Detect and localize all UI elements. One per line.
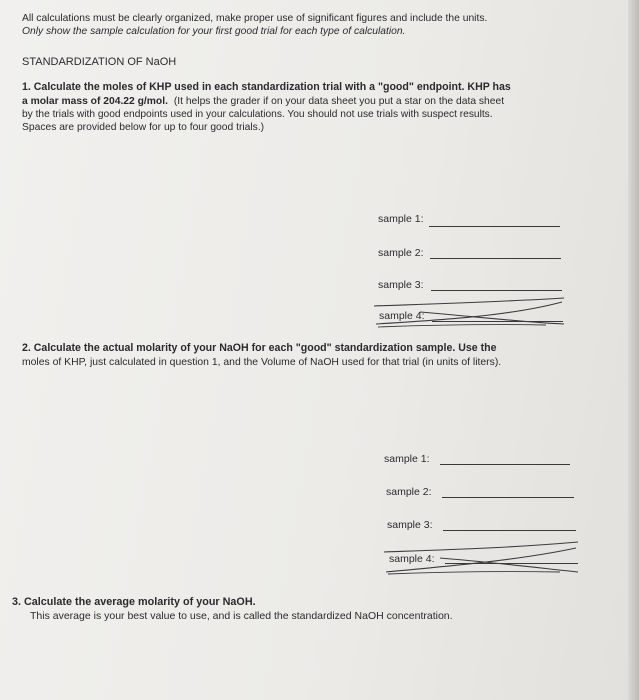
- q1-line-2: [22, 95, 504, 108]
- section-title: STANDARDIZATION OF NaOH: [22, 56, 177, 68]
- q2-sample-4-label: sample 4:: [389, 553, 435, 565]
- q2-sample-1-label: sample 1:: [384, 453, 430, 465]
- q2-sample-4-answer-line[interactable]: [445, 563, 578, 564]
- q3-line-2: This average is your best value to use, and is called the standardized NaOH concentration.: [30, 610, 453, 622]
- q2-sample-2-answer-line[interactable]: [442, 497, 574, 498]
- q2-sample-2-label: sample 2:: [386, 486, 432, 498]
- intro-line-1: All calculations must be clearly organized, make proper use of significant figures and include the units.: [22, 13, 488, 24]
- q2-line-1: 2. Calculate the actual molarity of your NaOH for each "good" standardization sample. Use the: [22, 342, 497, 354]
- q1-sample-1-answer-line[interactable]: [429, 226, 560, 227]
- q2-sample-1-answer-line[interactable]: [440, 464, 570, 465]
- q1-molar-mass: a molar mass of 204.22 g/mol.: [22, 96, 168, 107]
- q1-line-1: 1. Calculate the moles of KHP used in each standardization trial with a "good" endpoint. KHP has: [22, 81, 511, 93]
- q2-sample-3-label: sample 3:: [387, 519, 433, 531]
- q1-sample-1-label: sample 1:: [378, 213, 424, 225]
- q1-line-2-rest: (It helps the grader if on your data sheet you put a star on the data sheet: [173, 96, 505, 107]
- intro-line-2: Only show the sample calculation for your first good trial for each type of calculation.: [22, 26, 406, 37]
- q1-sample-4-label: sample 4:: [379, 310, 425, 322]
- q2-sample-3-answer-line[interactable]: [443, 530, 576, 531]
- q1-sample-2-label: sample 2:: [378, 247, 424, 259]
- page-edge-shadow: [628, 0, 639, 700]
- q1-line-3: by the trials with good endpoints used in your calculations. You should not use trials with suspect results.: [22, 109, 493, 120]
- q2-line-2: moles of KHP, just calculated in question 1, and the Volume of NaOH used for that trial (in units of liters).: [22, 357, 502, 368]
- q1-sample-3-label: sample 3:: [378, 279, 424, 291]
- q1-sample-3-answer-line[interactable]: [431, 290, 562, 291]
- q1-line-4: Spaces are provided below for up to four good trials.): [22, 122, 265, 133]
- q1-sample-4-answer-line[interactable]: [432, 321, 563, 322]
- q1-sample-2-answer-line[interactable]: [430, 258, 561, 259]
- q3-line-1: 3. Calculate the average molarity of your NaOH.: [12, 596, 256, 608]
